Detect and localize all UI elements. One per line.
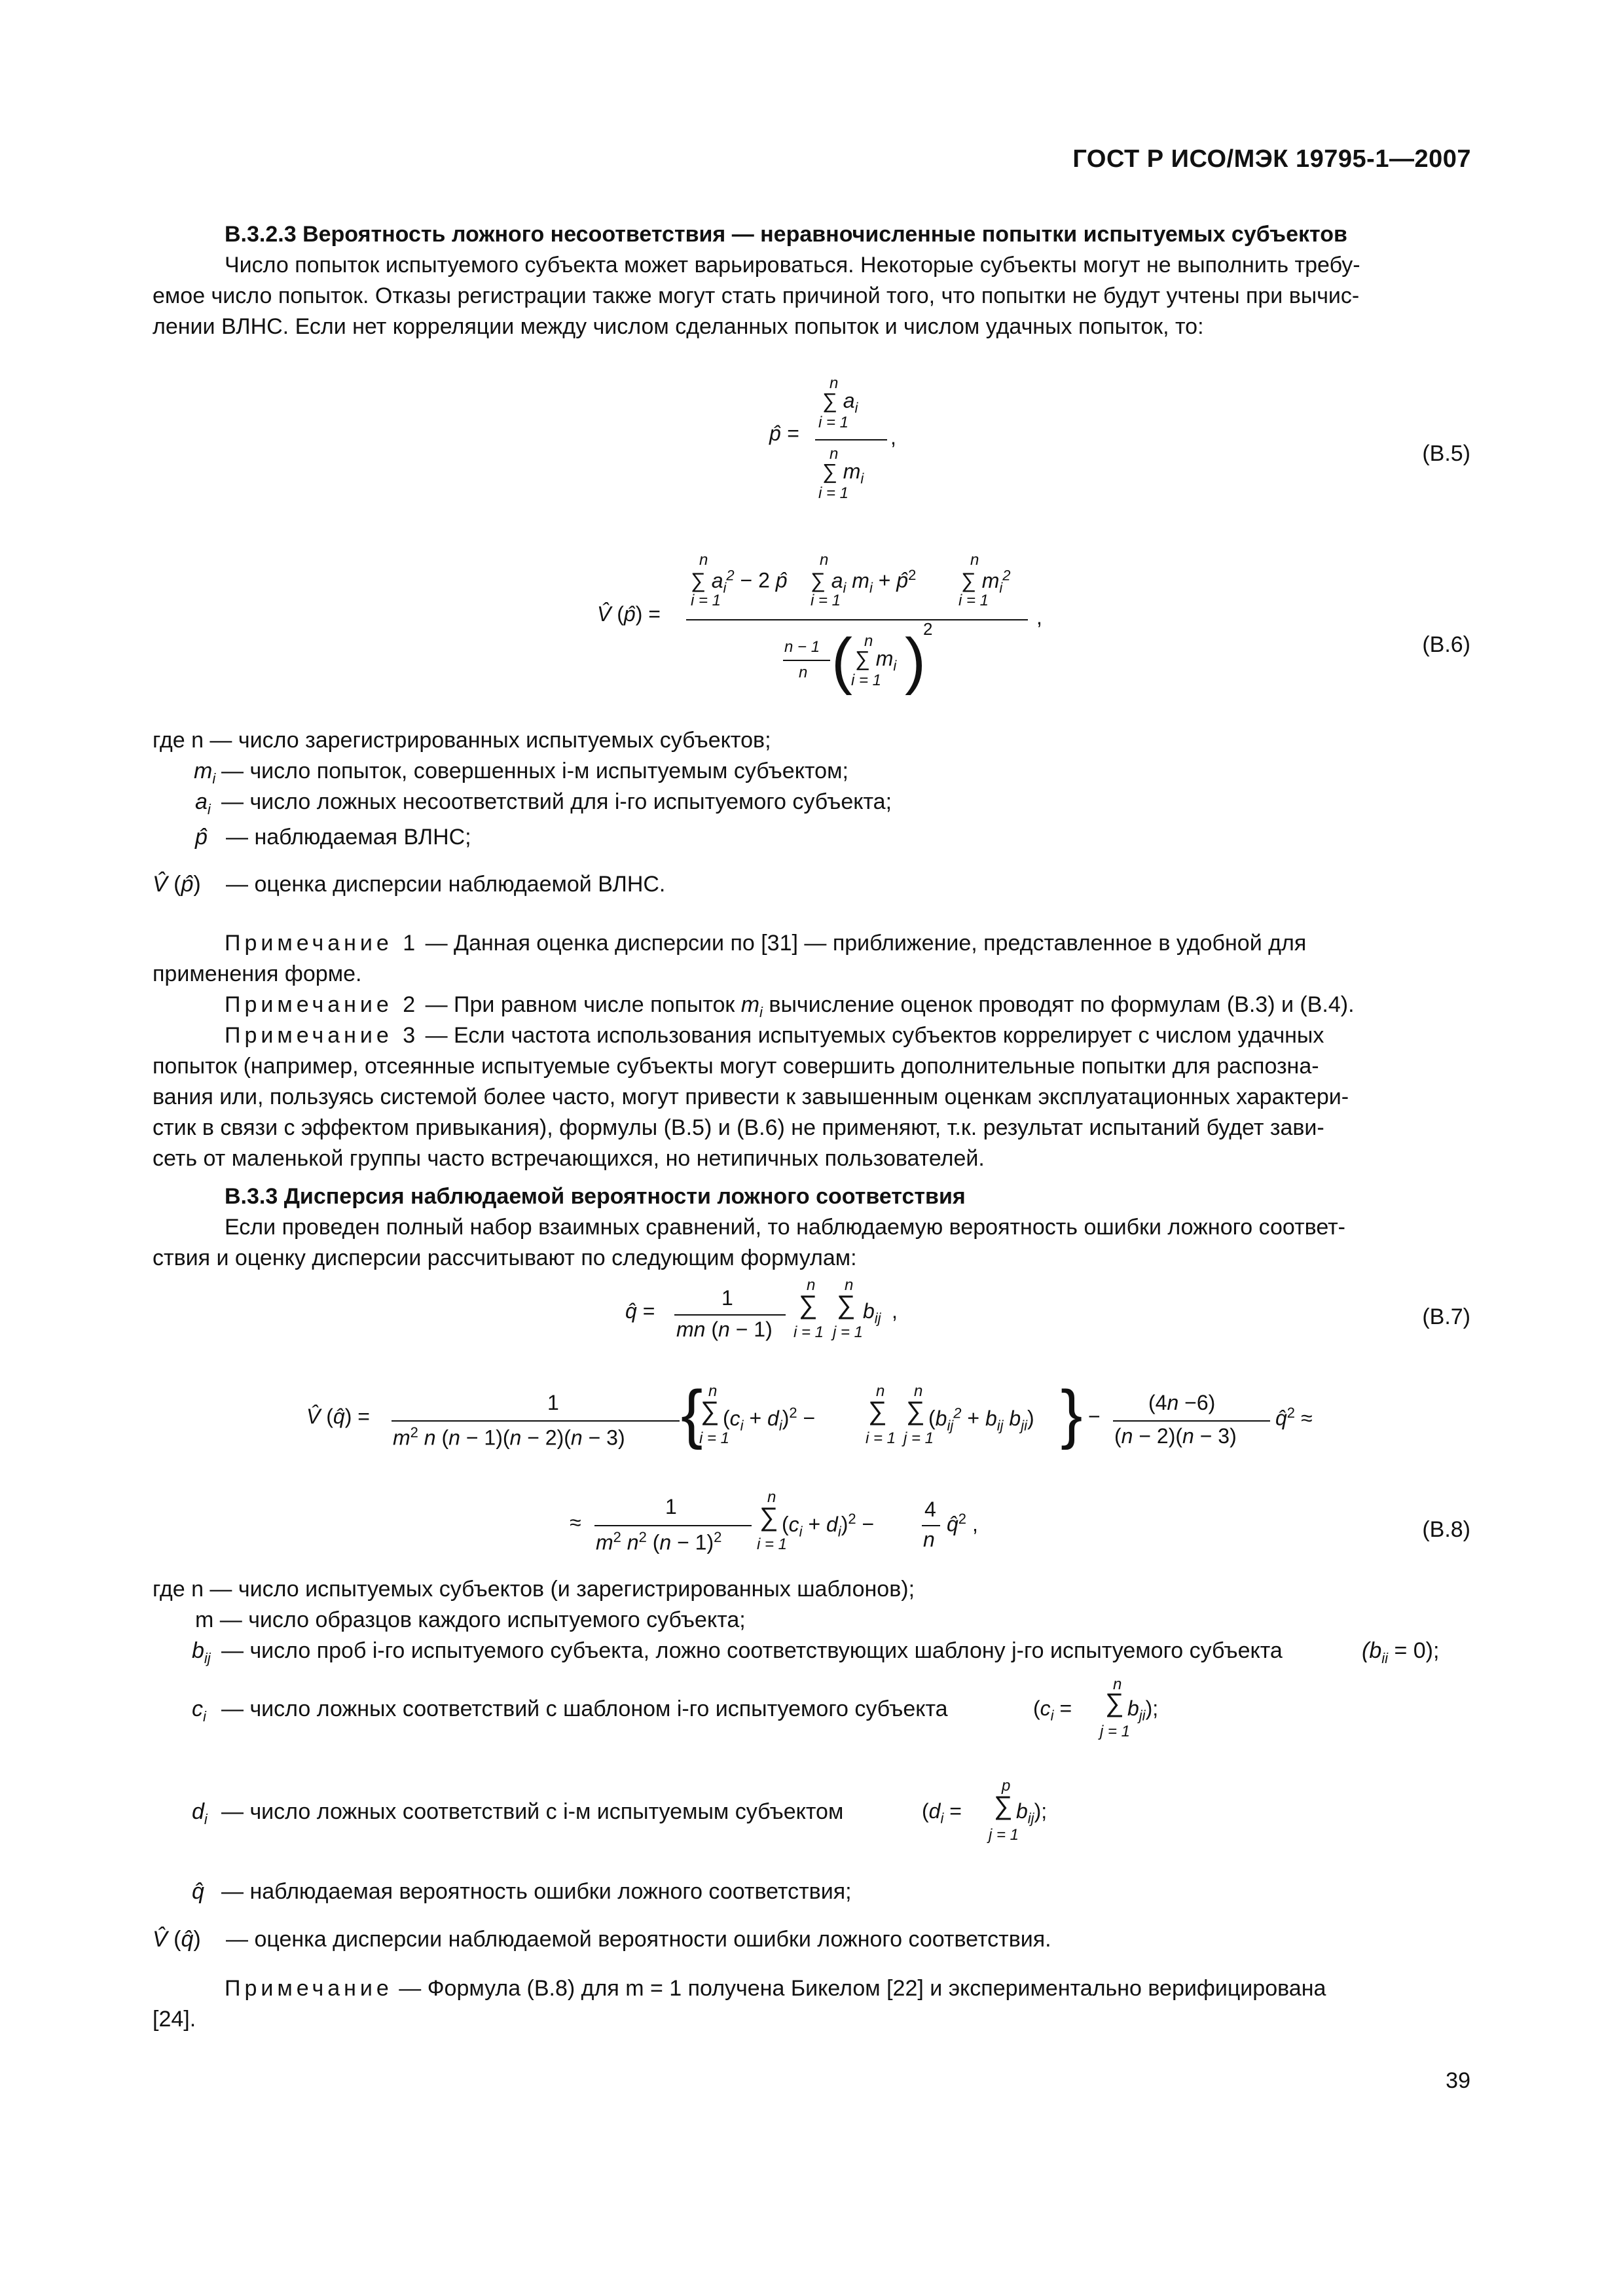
symbol-d-i: $d_i$ <box>192 1799 208 1827</box>
symbol-c-i: $c_i$ <box>192 1696 206 1725</box>
definition-d: — число ложных соответствий с i-м испытуемым субъектом <box>221 1799 844 1824</box>
symbol-p-hat: p̂ <box>195 825 208 850</box>
definition-m: — число попыток, совершенных i-м испытуемым субъектом; <box>221 759 848 783</box>
symbol-m-i: $m_i$ <box>194 759 216 787</box>
note-1-cont: применения форме. <box>153 961 362 986</box>
page-number: 39 <box>1446 2068 1470 2093</box>
definition-m2: m — число образцов каждого испытуемого субъекта; <box>195 1607 746 1632</box>
symbol-q-hat: q̂ <box>192 1879 204 1904</box>
equation-number: (В.8) <box>1422 1517 1470 1542</box>
symbol-v-q: V̂ (q̂) <box>153 1927 201 1952</box>
equation-number: (В.7) <box>1422 1304 1470 1329</box>
final-note: Примечание — Формула (В.8) для m = 1 получена Бикелом [22] и экспериментально верифицирована <box>225 1976 1326 2001</box>
symbol-a-i: $a_i$ <box>195 789 211 817</box>
symbol-v-p: V̂ (p̂) <box>153 872 201 897</box>
symbol-b-ij: $b_{ij}$ <box>192 1638 211 1666</box>
paragraph-line: емое число попыток. Отказы регистрации также могут стать причиной того, что попытки не будут учтены при вычис- <box>153 283 1360 308</box>
note-3-cont: сеть от маленькой группы часто встречающихся, но нетипичных пользователей. <box>153 1146 985 1171</box>
definition-b-tail: $(b_{ii} = 0)$; <box>1362 1638 1440 1666</box>
section-heading-b323: В.3.2.3 Вероятность ложного несоответствия — неравночисленные попытки испытуемых субъектов <box>225 222 1347 247</box>
definition-c: — число ложных соответствий с шаблоном i-го испытуемого субъекта <box>221 1696 948 1721</box>
definition-a: — число ложных несоответствий для i-го испытуемого субъекта; <box>221 789 892 814</box>
paragraph-line: Если проведен полный набор взаимных сравнений, то наблюдаемую вероятность ошибки ложного соответ- <box>225 1215 1346 1240</box>
definition-b: — число проб i-го испытуемого субъекта, ложно соответствующих шаблону j-го испытуемого субъекта <box>221 1638 1283 1663</box>
section-heading-b33: В.3.3 Дисперсия наблюдаемой вероятности ложного соответствия <box>225 1184 966 1209</box>
note-3: Примечание 3 — Если частота использования испытуемых субъектов коррелирует с числом удачных <box>225 1023 1324 1048</box>
note-2: Примечание 2 — При равном числе попыток $m_i$ вычисление оценок проводят по формулам (В.3) и (В.4). <box>225 992 1355 1020</box>
definition-n2: где n — число испытуемых субъектов (и зарегистрированных шаблонов); <box>153 1577 915 1602</box>
document-page: ГОСТ Р ИСО/МЭК 19795-1—2007 В.3.2.3 Вероятность ложного несоответствия — неравночисленные попытки испытуемых субъектов Число попыток испытуемого субъекта может варьироваться. Некоторые субъекты могут не выполнить требу- емое число попыток. Отказы регистрации также могут стать причиной того, что попытки не будут учтены при вычис- лении ВЛНС. Если нет корреляции между числом сделанных попыток и числом удачных попыток, то: p̂ = n ∑ $a_i$ i = 1 , n ∑ $m_i$ i = 1 (В.5) V̂ (p̂) = n ∑ $a_i^2 - 2$ p̂ i = 1 n ∑ $a_i$ $m_i$ + p̂$^2$ i = 1 n ∑ $m_i^2$ i = 1 , n − 1 n ( n ∑ $m_i$ i = 1 ) 2 (В.6) где n — число зарегистрированных испытуемых субъектов; $m_i$ — число попыток, совершенных i-м испытуемым субъектом; $a_i$ — число ложных несоответствий для i-го испытуемого субъекта; p̂ — наблюдаемая ВЛНС; V̂ (p̂) — оценка дисперсии наблюдаемой ВЛНС. Примечание 1 — Данная оценка дисперсии по [31] — приближение, представленное в удобной для применения форме. Примечание 2 — При равном числе попыток $m_i$ вычисление оценок проводят по формулам (В.3) и (В.4). Примечание 3 — Если частота использования испытуемых субъектов коррелирует с числом удачных попыток (например, отсеянные испытуемые субъекты могут совершить дополнительные попытки для распозна- вания или, пользуясь системой более часто, могут привести к завышенным оценкам эксплуатационных характери- стик в связи с эффектом привыкания), формулы (В.5) и (В.6) не применяют, т.к. результат испытаний будет зави- сеть от маленькой группы часто встречающихся, но нетипичных пользователей. В.3.3 Дисперсия наблюдаемой вероятности ложного соответствия Если проведен полный набор взаимных сравнений, то наблюдаемую вероятность ошибки ложного соответ- ствия и оценку дисперсии рассчитывают по следующим формулам: q̂ = 1 mn (n − 1) n ∑ i = 1 n ∑ j = 1 $b_{ij}$ , (В.7) V̂ (q̂) = 1 $m^2$ n (n − 1)(n − 2)(n − 3) { n ∑ i = 1 $(c_i + d_i)^2$ − n ∑ i = 1 n ∑ j = 1 ($b_{ij}^2 + b_{ij}$ $b_{ji}$) } − (4n −6) (n − 2)(n − 3) q̂$^2$ ≈ ≈ 1 $m^2$ $n^2$ $(n - 1)^2$ n ∑ i = 1 $(c_i + d_i)^2$ − 4 n q̂$^2$ , (В.8) где n — число испытуемых субъектов (и зарегистрированных шаблонов); m — число образцов каждого испытуемого субъекта; $b_{ij}$ — число проб i-го испытуемого субъекта, ложно соответствующих шаблону j-го испытуемого субъекта $(b_{ii} = 0)$; $c_i$ — число ложных соответствий с шаблоном i-го испытуемого субъекта ($c_i$ = n ∑ j = 1 $b_{ji}$); $d_i$ — число ложных соответствий с i-м испытуемым субъектом ($d_i$ = p ∑ j = 1 $b_{ij}$); q̂ — наблюдаемая вероятность ошибки ложного соответствия; V̂ (q̂) — оценка дисперсии наблюдаемой вероятности ошибки ложного соответствия. Примечание — Формула (В.8) для m = 1 получена Бикелом [22] и экспериментально верифицирована [24]. 39 <box>153 145 1471 2093</box>
paragraph-line: лении ВЛНС. Если нет корреляции между числом сделанных попыток и числом удачных попыток, то: <box>153 314 1204 339</box>
definition-n: где n — число зарегистрированных испытуемых субъектов; <box>153 728 771 753</box>
equation-number: (В.6) <box>1422 632 1470 657</box>
definition-v2: — оценка дисперсии наблюдаемой вероятности ошибки ложного соответствия. <box>226 1927 1051 1952</box>
definition-q: — наблюдаемая вероятность ошибки ложного соответствия; <box>221 1879 852 1904</box>
document-header: ГОСТ Р ИСО/МЭК 19795-1—2007 <box>1072 145 1471 173</box>
final-note-cont: [24]. <box>153 2007 196 2032</box>
paragraph-line: ствия и оценку дисперсии рассчитывают по следующим формулам: <box>153 1246 857 1270</box>
note-3-cont: попыток (например, отсеянные испытуемые субъекты могут совершить дополнительные попытки для распозна- <box>153 1054 1319 1079</box>
note-3-cont: вания или, пользуясь системой более часто, могут привести к завышенным оценкам эксплуатационных характери- <box>153 1085 1349 1109</box>
note-3-cont: стик в связи с эффектом привыкания), формулы (В.5) и (В.6) не применяют, т.к. результат испытаний будет зави- <box>153 1115 1324 1140</box>
equation-number: (В.5) <box>1422 441 1470 466</box>
definition-p: — наблюдаемая ВЛНС; <box>226 825 471 850</box>
paragraph-line: Число попыток испытуемого субъекта может варьироваться. Некоторые субъекты могут не выполнить требу- <box>225 253 1360 278</box>
note-1: Примечание 1 — Данная оценка дисперсии по [31] — приближение, представленное в удобной для <box>225 931 1307 956</box>
definition-v: — оценка дисперсии наблюдаемой ВЛНС. <box>226 872 666 897</box>
